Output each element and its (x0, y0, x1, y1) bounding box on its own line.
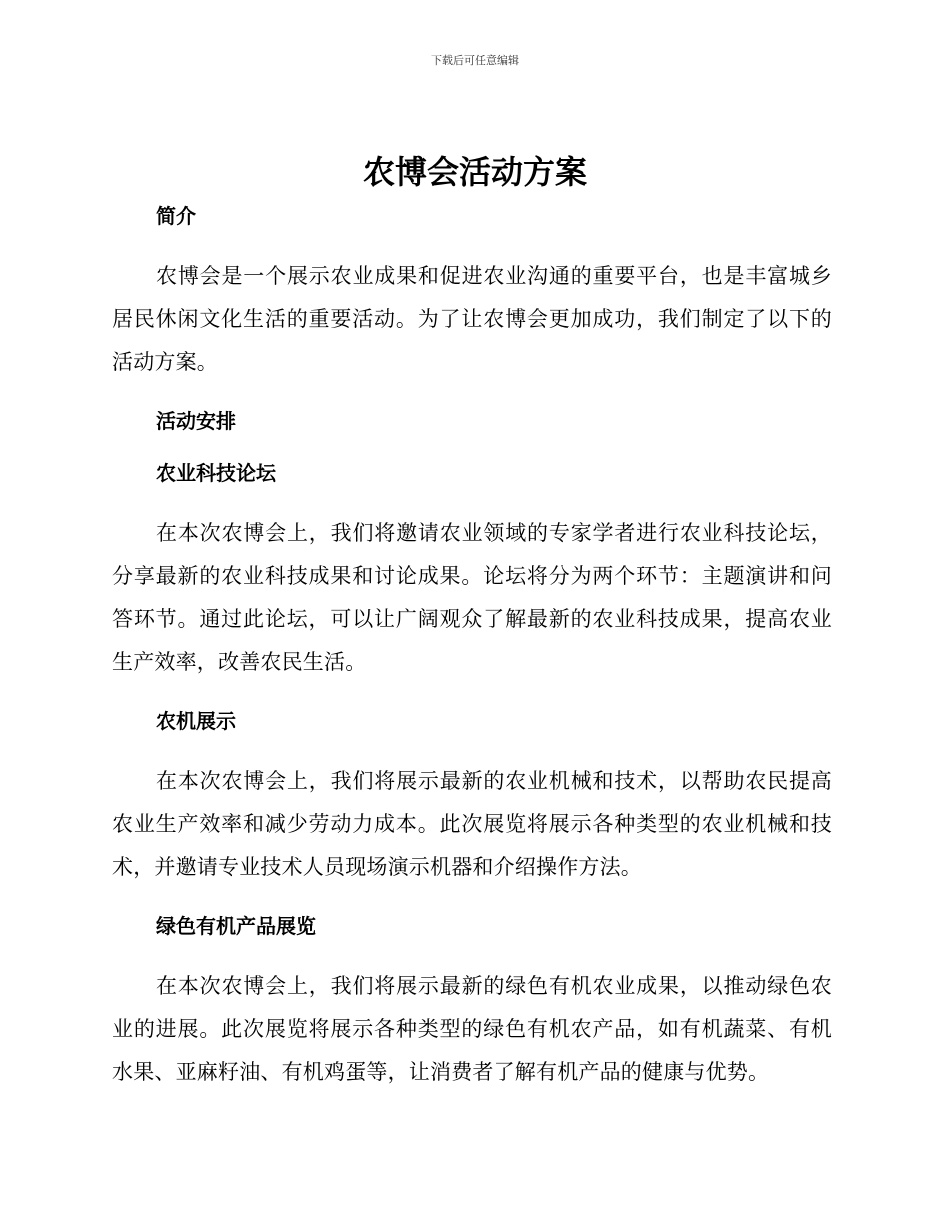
document-body (112, 201, 832, 1094)
section-heading-organic: 绿色有机产品展览 (156, 914, 316, 938)
document-title: 农博会活动方案 (362, 153, 587, 191)
section-paragraph-machinery: 在本次农博会上，我们将展示最新的农业机械和技术，以帮助农民提高农业生产效率和减少劳动力成本。此次展览将展示各种类型的农业机械和技术，并邀请专业技术人员现场演示机器和介绍操作方法。 (112, 769, 832, 879)
section-paragraph-intro: 农博会是一个展示农业成果和促进农业沟通的重要平台，也是丰富城乡居民休闲文化生活的重要活动。为了让农博会更加成功，我们制定了以下的活动方案。 (112, 264, 832, 374)
section-paragraph-organic: 在本次农博会上，我们将展示最新的绿色有机农业成果，以推动绿色农业的进展。此次展览将展示各种类型的绿色有机农产品，如有机蔬菜、有机水果、亚麻籽油、有机鸡蛋等，让消费者了解有机产品的健康与优势。 (112, 974, 832, 1084)
section-paragraph-forum: 在本次农博会上，我们将邀请农业领域的专家学者进行农业科技论坛，分享最新的农业科技成果和讨论成果。论坛将分为两个环节：主题演讲和问答环节。通过此论坛，可以让广阔观众了解最新的农业科技成果，提高农业生产效率，改善农民生活。 (112, 521, 832, 674)
section-heading-arrangement: 活动安排 (156, 409, 236, 433)
section-heading-intro: 简介 (156, 204, 196, 228)
section-heading-forum: 农业科技论坛 (156, 461, 276, 485)
section-heading-machinery: 农机展示 (156, 709, 236, 733)
header-note: 下载后可任意编辑 (431, 54, 519, 67)
